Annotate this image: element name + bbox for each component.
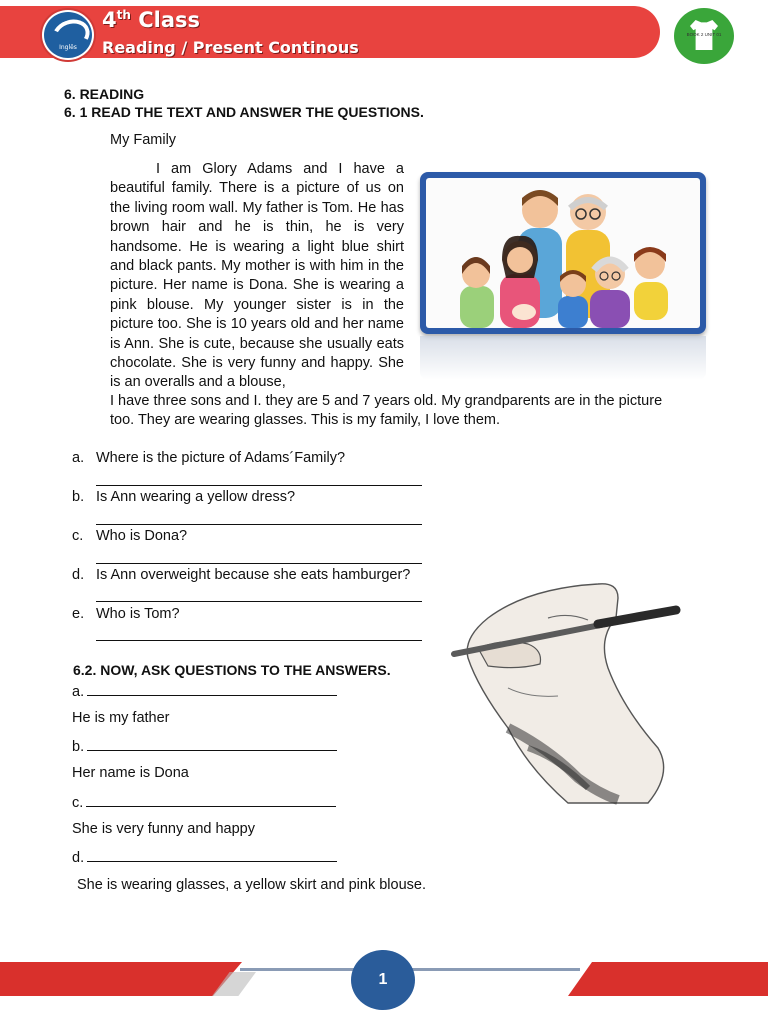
footer-left-band bbox=[0, 962, 242, 996]
family-illustration bbox=[426, 178, 700, 328]
question-item: a. Where is the picture of Adams´Family? bbox=[72, 450, 346, 466]
story-body: I am Glory Adams and I have a beautiful family. There is a picture of us on the living room wall. My father is Tom. He has brown hair and he is thin, he is very handsome. He is wearing a light blue shirt and black pants. My mother is with him in the picture. Her name is Dona. She is wearing a pink blouse. My younger sister is in the picture too. She is 10 years old and her name is Ann. She is cute, because she usually eats chocolate. She is very funny and happy. She is an overalls and a blouse, bbox=[110, 161, 404, 391]
ask-question-line[interactable]: d. bbox=[72, 849, 337, 866]
story-tail: I have three sons and I. they are 5 and 7 years old. My grandparents are in the picture too. They are wearing glasses. This is my family, I love them. bbox=[110, 393, 663, 429]
ask-question-line[interactable]: a. bbox=[72, 683, 337, 700]
answer-line[interactable] bbox=[96, 485, 422, 486]
class-suffix: th bbox=[116, 8, 131, 22]
ingles-logo bbox=[42, 10, 94, 60]
given-answer: Her name is Dona bbox=[72, 765, 189, 781]
blank-line[interactable] bbox=[87, 738, 337, 751]
class-word: Class bbox=[138, 8, 200, 32]
ask-question-line[interactable]: c. bbox=[72, 794, 336, 811]
hand-writing-illustration bbox=[448, 578, 688, 808]
badge-text: BOOK 2 UNIT 01 bbox=[686, 32, 722, 37]
question-item: d. Is Ann overweight because she eats hamburger? bbox=[72, 567, 411, 583]
given-answer: She is very funny and happy bbox=[72, 821, 255, 837]
class-number: 4 bbox=[102, 8, 117, 32]
book-unit-badge bbox=[674, 8, 734, 64]
lesson-subtitle: Reading / Present Continous bbox=[102, 38, 359, 57]
given-answer: She is wearing glasses, a yellow skirt and pink blouse. bbox=[77, 877, 426, 893]
page-number: 1 bbox=[351, 950, 415, 1010]
question-item: b. Is Ann wearing a yellow dress? bbox=[72, 489, 296, 505]
question-item: c. Who is Dona? bbox=[72, 528, 188, 544]
blank-line[interactable] bbox=[87, 683, 337, 696]
blank-line[interactable] bbox=[86, 794, 336, 807]
logo-text: Inglês bbox=[59, 44, 77, 51]
given-answer: He is my father bbox=[72, 710, 170, 726]
section-title: 6. READING bbox=[64, 86, 145, 102]
ask-section-title: 6.2. NOW, ASK QUESTIONS TO THE ANSWERS. bbox=[73, 662, 391, 678]
blank-line[interactable] bbox=[87, 849, 337, 862]
family-picture bbox=[420, 172, 706, 334]
answer-line[interactable] bbox=[96, 524, 422, 525]
answer-line[interactable] bbox=[96, 601, 422, 602]
story-title: My Family bbox=[110, 132, 177, 148]
footer-right-band bbox=[568, 962, 768, 996]
answer-line[interactable] bbox=[96, 640, 422, 641]
picture-reflection bbox=[420, 336, 706, 380]
question-item: e. Who is Tom? bbox=[72, 606, 180, 622]
answer-line[interactable] bbox=[96, 563, 422, 564]
ask-question-line[interactable]: b. bbox=[72, 738, 337, 755]
section-subtitle: 6. 1 READ THE TEXT AND ANSWER THE QUESTIONS. bbox=[64, 104, 424, 120]
class-title bbox=[102, 8, 200, 32]
